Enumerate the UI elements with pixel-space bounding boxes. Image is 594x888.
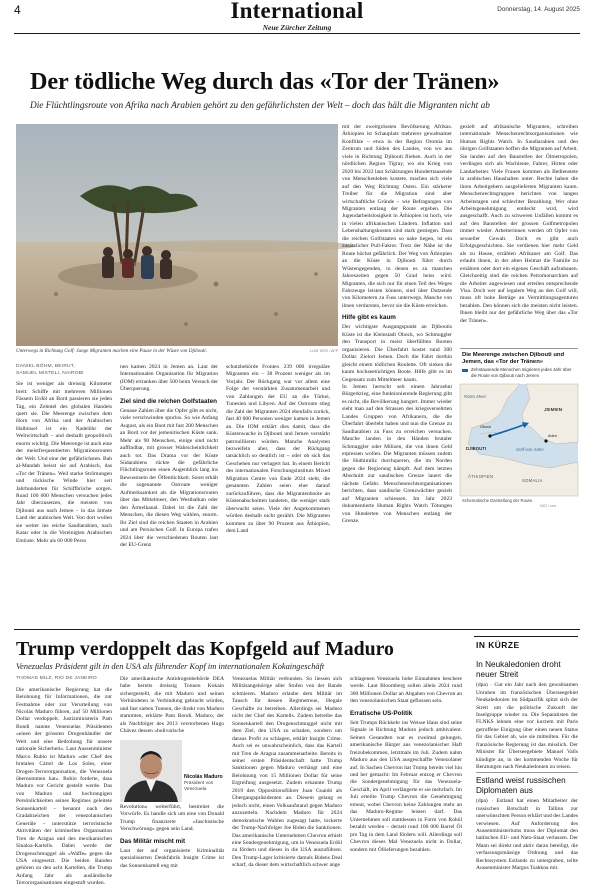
article2-column-4 — [350, 676, 462, 864]
map-source: NZZ / cen. — [540, 504, 557, 508]
sidebar-item-1 — [476, 660, 578, 772]
author-line: SAMUEL MISTELI, NAIROBI — [16, 370, 84, 376]
article1-column-5 — [460, 124, 578, 344]
sidebar-divider — [476, 772, 578, 773]
sidebar-item-2 — [476, 776, 578, 872]
body-text: Sie ist weniger als dreissig Kilometer breit: Schiffe mit mehreren Millionen Fässern Erdöl an Bord passieren sie jeden Tag, ein Zehntel des globalen Handels quert sie. Die Meerenge zwischen dem Horn von Afrika und der Arabischen Halbinsel ist ein Nadelöhr der Weltwirtschaft – und deshalb geopolitisch enorm wichtig. Die Meerenge ist auch eine der meistfrequentierten Migrationsrouten der Welt. Und eine der gefährlichsten. Bab al-Mandab heisst sie auf Arabisch, das «Tor der Tränen». Weil starke Strömungen und tückische Winde hier seit Jahrhunderten für Schiffbrüche sorgen. Rund 100 000 Menschen versuchen jedes Jahr überzusetzen, die meisten von Djibouti aus nach Jemen – in das ärmste Land der arabischen Welt. Von dort wollen sie weiter ins reiche Saudiarabien, nach Katar oder in die Vereinigten Arabischen Emirate. Mehr als 60 000 Perso — [16, 381, 112, 544]
subheading: Hilfe gibt es kaum — [342, 314, 396, 322]
map-label-obock: Obock — [480, 425, 491, 429]
body-text: Die amerikanische Antidrogenbehörde DEA habe bereits dreissig Tonnen Kokain sichergestellt, die mit Maduro und seinen Verbündeten in Verbindung gebracht würden, und fast sieben Tonnen, die direkt von Maduro stammten, erklärte Pam Bondi. Maduro, der als Nachfolger des 2013 verstorbenen Hugo Chávez dessen «bolivarische — [120, 676, 224, 735]
sidebar-item-body: (dpa) · Gut ein Jahr nach den gewaltsamen Unruhen im französischen Überseegebiet Neukaledonien im Südpazifik spitzt sich der Streit um die politische Zukunft der Inselgruppe wieder zu. Die Separatisten der FLNKS lehnen eine vor kurzem mit Paris getroffene Einigung über einen neuen Status für das Gebiet ab, wie sie mitteilten. Für die französische Regierung ist das misslich. Der Minister für Überseegebiete Manuel Valls kündigte an, in der kommenden Woche für Beratungen nach Neukaledonien zu reisen. — [476, 682, 578, 771]
article1-column-3 — [226, 364, 330, 622]
article2-headline: Trump verdoppelt das Kopfgeld auf Maduro — [16, 638, 394, 660]
photo-caption-name: Nicolás Maduro — [184, 774, 223, 780]
article2-column-2 — [120, 676, 224, 869]
photo-caption: Unterwegs in Richtung Golf: Junge Migranten machen eine Pause in der Wüste von Djibouti. — [16, 348, 207, 354]
sidebar-item-title: In Neukaledonien droht neuer Streit — [476, 660, 561, 679]
subheading: Ziel sind die reichen Golfstaaten — [120, 397, 217, 405]
photo-caption-role: Präsident von Venezuela — [184, 781, 214, 792]
maduro-photo-block — [120, 740, 224, 802]
article1-column-1 — [16, 364, 112, 623]
article2-column-1 — [16, 676, 112, 887]
body-text: Die amerikanische Regierung hat die Belohnung für Informationen, die zur Festnahme oder zur Verurteilung von Nicolás Maduro führen, auf 50 Millionen Dollar verdoppelt. Justizministerin Pam Bondi nannte Venezuelas Präsidenten «einen der grössten Drogenhändler der Welt und eine Bedrohung für unsere nationale Sicherheit». Laut Aussenminister Marco Rubio ist Maduro «der Chef des brutalen Cártel de Los Soles, einer Drogen-Terrororganisation, die Venezuela übernommen hat». Rubio forderte, dass Maduro vor Gericht gestellt werde. Das von Maduro und hochrangigen Persönlichkeiten seines Regimes geleitete Sonnenkartell – benannt nach den Gradabzeichen der venezolanischen Generäle – unterstütze terroristische Aktivitäten der kriminellen Organisation Tren de Aragua und des mexikanischen Sinaloa-Kartells. Dabei werde der Drogenschmuggel als «Waffe» gegen die USA eingesetzt. Die beiden Banden gehören zu den acht Kartellen, die Trump Anfang Jahr als ausländische Terrororganisationen eingestuft wurden. — [16, 686, 112, 887]
article1-column-2 — [120, 364, 218, 622]
map-label-somalia: SOMALIA — [522, 478, 543, 483]
body-text: schlagenen Venezuela hohe Einnahmen beschere werde. Laut Bloomberg sollen allein 2024 rund 300 Millionen Dollar an Abgaben von Chevron an den venezolanischen Staat geflossen sein. — [350, 676, 462, 705]
map-label-sea: Rotes Meer — [464, 394, 487, 399]
body-text: nen kamen 2024 in Jemen an. Laut der Internationalen Organisation für Migration (IOM) ertranken über 500 beim Versuch der Überquerung. — [120, 364, 218, 393]
map-label-gulf: Golf von Aden — [516, 447, 544, 452]
map-label-yemen: JEMEN — [544, 408, 563, 413]
article2-subheadline: Venezuelas Präsident gilt in den USA als führender Kopf im internationalen Kokaingeschäft — [16, 662, 325, 671]
subheading: Erratische US-Politik — [350, 709, 413, 717]
body-text: Der wichtigste Ausgangspunkt an Djiboutis Küste ist die Kleinstadt Obock, wo Schmuggler den Transport in meist überfüllten Booten organisieren. Die Überfahrt kostet rund 300 Dollar. Zielort Jemen. Doch die Fahrt dorthin gleicht einem tödlichen Roulette. Oft sinken die kaum hochseetüchtigen Boote. Hilfe gibt es im Gegensatz zum Mittelmeer kaum. — [342, 324, 452, 383]
issue-date: Donnerstag, 14. August 2025 — [497, 6, 580, 13]
body-text: schutzbehörde Frontex 239 000 irreguläre Migranten ein – 38 Prozent weniger als im Vorjahr. Der Rückgang war vor allem eine Folge der verstärkten Zusammenarbeit und von Zahlungen der EU an die Türkei, Tunesien und Libyen. Auf der Ostroute stieg die Zahl der Migranten 2024 ebenfalls zurück, fast 40 000 Personen weniger kamen in Jemen an. Die IOM erklärt dies damit, dass die Küstenwache in Djibouti und Jemen verstärkt patrouillieren würden. Manche Analysten bezweifeln aber, dass der Rückgang tatsächlich so deutlich ist – oder ob sich das Geschehen nur verlagert hat. In einem Bericht des internationalen Forschungsinstituts Mixed Migration Centre von Ende 2024 steht, die genannten Zahlen seien eher darauf zurückzuführen, dass die Migrantenboote an Küstenabschnitten landeten, die weniger stark überwacht seien. Viele der Angekommenen würden deshalb nicht gezählt. Die Migranten kommen zu über 90 Prozent aus Äthiopien, dem Land — [226, 364, 330, 534]
map-caption: Schematische Darstellung der Route. — [462, 498, 534, 503]
author-line: DANIEL BÖHM, BEIRUT, — [16, 364, 75, 369]
strait-map — [460, 384, 578, 496]
body-text: Venezuelas Militär verbunden. So liessen sich Militärangehörige aller Stufen von der Bande schmieren. Maduro erlaube dem Militär im Tausch für dessen Regimetreue, illegale Geschäfte zu betreiben. Allerdings sei Maduro nicht der Chef des Kartells. Zudem betreibe das Sonnenkartell den Drogenschmuggel nicht mit dem Ziel, den USA zu schaden, sondern um daraus Profit zu schlagen, erklärt Insight Crime. Auch sei es unwahrscheinlich, dass das Kartell mit Tren de Aragua zusammenarbeite. Bereits in seiner ersten Präsidentschaft hatte Trump Sanktionen gegen Maduro verhängt und eine Belohnung von 15 Millionen Dollar für seine Ergreifung ausgesetzt. Zudem erkannte Trump 2019 den Oppositionsführer Juan Guaidó als Übergangspräsidenten an. Diesem gelang es jedoch nicht, einen Volksaufstand gegen Maduro anzuzetteln. Nachdem Maduro für 2024 demokratische Wahlen zugesagt hatte, lockerte der Trump-Nachfolger Joe Biden die Sanktionen. Das amerikanische Unternehmen Chevron erhielt eine Sondergenehmigung, um in Venezuela Erdöl zu fördern und dieses in die USA auszuführen. Den Trump-Lager kritisierte damals Bidens Deal scharf, da dieser dem wirtschaftlich schwer ange — [232, 676, 342, 869]
sidebar-item-title: Estland weist russischen Diplomaten aus — [476, 776, 566, 795]
article1-column-4 — [342, 124, 452, 620]
map-label-aden: Aden — [548, 434, 557, 438]
photo-credit: LUIS TATO / AFP — [310, 349, 338, 353]
body-text: Laut der auf organisierte Kriminalität spezialisierten Denkfabrik Insight Crime ist das Sonnenkartell eng mit — [120, 847, 224, 869]
header-rule — [14, 33, 580, 34]
desert-photo — [16, 124, 338, 346]
sidebar-item-body: (dpa) · Estland hat einen Mitarbeiter der russischen Botschaft in Tallinn zur unerwünschten Person erklärt und des Landes verwiesen. Auf Anforderung des Aussenministeriums muss der Diplomat den baltischen EU- und Nato-Staat verlassen. Der Mann sei direkt und aktiv daran beteiligt, die verfassungsmässige Ordnung und das Rechtssystem Estlands zu untergraben, teilte Aussenminister Margus Tsahkna mit. — [476, 798, 578, 872]
article-separator — [14, 629, 580, 630]
body-text: mit der zweitgrössten Bevölkerung Afrikas. Äthiopien ist Schauplatz mehrerer gewaltsamer Konflikte – etwa in der Region Oromia im Zentrum und Süden des Landes, von wo aus viele in Richtung Djibouti fliehen. Auch in der nördlichen Region Tigray, wo ein Krieg von 2020 bis 2022 laut Schätzungen Hunderttausende von Menschenleben kostete, machen sich viele auf den Weg Richtung Osten. Ein stärkerer Treiber für die Migration sind aber wirtschaftliche Gründe – wie Befragungen von Migranten entlang der Route ergeben. Die Jugendarbeitslosigkeit in Äthiopien ist hoch, wie in vielen afrikanischen Ländern. Inflation und Lebenshaltungskosten sind stark gestiegen. Dass die reichen Golfstaaten so nahe liegen, ist ein zusätzlicher Pull-Faktor. Trotz der Nähe ist die Route höchst gefährlich. Der Weg von Äthiopien an die Küste in Djibouti führt durch Wüstengegenden, in denen es zu manchen Jahreszeiten gegen 50 Grad heiss wird. Migranten, die sich nur für einen Teil des Weges Fahrzeuge leisten können, sind über Dutzende von Kilometern zu Fuss unterwegs. Manche von ihnen verdursten, bevor sie die Küste erreichen. — [342, 124, 452, 309]
article1-headline: Der tödliche Weg durch das «Tor der Tränen» — [30, 68, 500, 95]
article1-subheadline: Die Flüchtlingsroute von Afrika nach Arabien gehört zu den gefährlichsten der Welt – doch das hält die Migranten nicht ab — [30, 101, 490, 111]
route-legend-swatch — [462, 369, 468, 372]
body-text: In Jemen herrscht seit einem Jahrzehnt Bürgerkrieg, eine funktionierende Regierung gibt es nicht, die Bevölkerung hungert. Immer wieder sieht man auf den Strassen des kriegsversehrten Landes Gruppen von Afrikanern, die die Überfahrt überlebt haben und nun die Grenze zu Saudiarabien zu Fuss zu erreichen versuchen. Manche landen in den Händen brutaler Schmuggler oder Milizen, die von ihnen Geld erpressen wollen. Die Migranten müssen zudem die Huthimiliz durchqueren, die im Norden gegen die Regierung kämpft. Auf dem letzten Abschnitt zur saudischen Grenze lauert die nächste Gefahr. Menschenrechtsorganisationen berichten, dass saudische Grenzwächter gezielt auf Migranten schiessen. Im Jahr 2023 dokumentierte Human Rights Watch Tötungen von Hunderten von Menschen entlang der Grenze. — [342, 383, 452, 525]
strait-map-graphic — [460, 384, 578, 496]
map-label-ethiopia: ÄTHIOPIEN — [468, 474, 494, 479]
author-line: THOMAS MILZ, RIO DE JANEIRO — [16, 676, 97, 681]
body-text: Genaue Zahlen über die Opfer gibt es nicht, viele verschwinden spurlos. So wie Anfang August, als ein Boot mit fast 200 Menschen an Bord vor der jemenitischen Küste sank. Mehr als 90 Menschen, einige sind nicht auffindbar, mit grosser Wahrscheinlichkeit auch tot. Das Drama vor der Küste Südarabiens rückte die gefährliche Flüchtlingsroute einen Augenblick lang ins Bewusstsein der Öffentlichkeit. Sonst erhält die sogenannte Ostroute weniger Aufmerksamkeit als die Migrationsrouten über das Mittelmeer, den Westbalkan oder den Ärmelkanal. Dabei ist die Zahl der Menschen, die diesen Weg wählen, enorm. Ihr Ziel sind die reichen Staaten in Arabien und am Persischen Golf. In Europa trafen 2024 über die verschiedenen Routen laut der EU-Grenz — [120, 407, 218, 548]
map-legend: Zehntausende Menschen migrieren jedes Jahr über die Route von Djibouti nach Jemen — [471, 367, 572, 378]
maduro-portrait — [120, 740, 182, 802]
map-top-rule — [460, 348, 578, 349]
article2-column-3 — [232, 676, 342, 869]
map-title: Die Meerenge zwischen Djibouti und Jemen, das «Tor der Tränen» — [462, 352, 565, 365]
sidebar-top-rule — [474, 636, 578, 637]
body-text: Revolution» weiterführt, bestreitet die Vorwürfe. Es handle sich um eine von Donald Trump finanzierte «faschistische Verschwörung» gegen sein Land. — [120, 804, 224, 833]
subheading: Das Militär mischt mit — [120, 837, 186, 845]
body-text: Seit Trumps Rückkehr ins Weisse Haus sind seine Signale in Richtung Maduro jedoch ambivalent. Seinen Gesandten war es zweimal gelungen, amerikanische Bürger aus venezolanischer Haft freizubekommen, letztmals im Juli. Zudem nahm Maduro aus den USA ausgeschaffte Venezolaner auf. In Sachen Chevron hat Trump bereits viel hin und her gemacht: Im Februar entzog er Chevron die Sondergenehmigung für das Venezuela-Geschäft, im April verlängerte er sie mehrfach. Im Juli erteilte Trump Chevron die Genehmigung erneut, wobei Chevron keine Zahlungen mehr an das Maduro-Regime leisten darf. Das Unternehmen soll stattdessen in Form von Rohöl bezahlt werden – derzeit rund 100 000 Barrel Öl pro Tag in dem Land fördern will. Allerdings soll Chevron dieses Mal Venezuela nicht in Dollar, sondern mit Öllieferungen bezahlen. — [350, 719, 462, 853]
body-text: gezielt auf afrikanische Migranten, schreiben internationale Menschenrechtsorganisationen wie Human Rights Watch. In Saudiarabien und den übrigen Golfstaaten hoffen die Migranten auf Arbeit. Sie landen auf den Baustellen der Ölmetropolen, verdingen sich als Wachleute, Fahrer, Hirten oder Landarbeiter. Viele Frauen kommen als Bedienstete in arabischen Haushalten unter. Rechte haben die ihren Arbeitgebern ausgelieferten Migranten kaum. Menschenrechtsgruppen berichten von langen Arbeitstagen und schlechter Bezahlung. Wer ohne Arbeitsgenehmigung entdeckt wird, wird ausgeschafft. Auch zu schweren Unfällen kommt es auf den Baustellen der grossen Golfmetropolen immer wieder. Arbeiterinnen werden oft Opfer von sexueller Gewalt. Doch es gibt auch Erfolgsgeschichten. Sie verdienen hier mehr Geld als zu Hause, erzählen Afrikaner am Golf. Das erlaubt ihnen, in der alten Heimat die Familie zu ernähren oder dort ein eigenes Geschäft aufzubauen. Gleichzeitig sind die reichen Petromonarchien auf die Arbeiter angewiesen und erteilen entsprechende Visa. Doch wer auf legalem Weg an den Golf will, muss oft hohe Beträge an Vermittlungsagenturen bezahlen. Den können sich die meisten nicht leisten. Ihnen bleibt nur der gefährliche Weg über das «Tor der Tränen». — [460, 124, 578, 324]
sidebar-label: IN KÜRZE — [476, 640, 520, 650]
page-number: 4 — [14, 3, 21, 17]
map-label-djibouti: DJIBOUTI — [466, 446, 487, 451]
section-title: International — [230, 0, 364, 23]
masthead: Neue Zürcher Zeitung — [262, 23, 332, 32]
desert-photo-image — [16, 124, 338, 346]
